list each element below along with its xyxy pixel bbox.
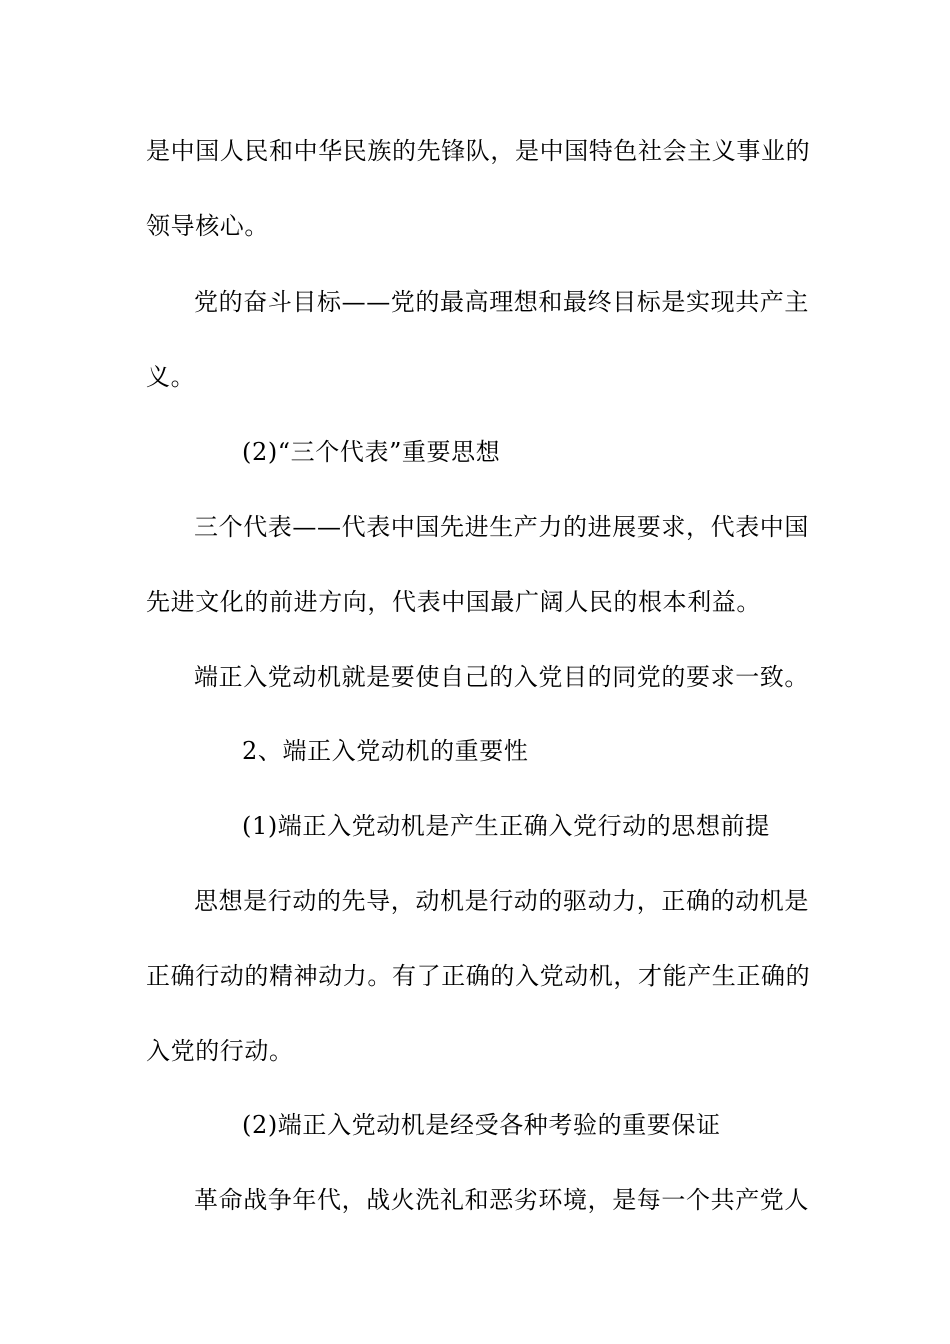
section-heading: (1)端正入党动机是产生正确入党行动的思想前提 xyxy=(242,812,770,840)
paragraph-line: 领导核心。 xyxy=(146,212,269,240)
paragraph-line: 革命战争年代，战火洗礼和恶劣环境，是每一个共产党人 xyxy=(194,1186,809,1214)
section-heading: (2)端正入党动机是经受各种考验的重要保证 xyxy=(242,1111,721,1139)
paragraph-line: 先进文化的前进方向，代表中国最广阔人民的根本利益。 xyxy=(146,588,761,616)
paragraph-line: 正确行动的精神动力。有了正确的入党动机，才能产生正确的 xyxy=(146,962,811,990)
paragraph-line: 思想是行动的先导，动机是行动的驱动力，正确的动机是 xyxy=(194,887,809,915)
paragraph-line: 端正入党动机就是要使自己的入党目的同党的要求一致。 xyxy=(194,663,809,691)
section-heading: 2、端正入党动机的重要性 xyxy=(242,737,529,765)
paragraph-line: 入党的行动。 xyxy=(146,1037,294,1065)
paragraph-line: 是中国人民和中华民族的先锋队，是中国特色社会主义事业的 xyxy=(146,137,811,165)
paragraph-line: 党的奋斗目标——党的最高理想和最终目标是实现共产主 xyxy=(194,288,809,316)
section-heading: (2)“三个代表”重要思想 xyxy=(242,438,501,466)
paragraph-line: 义。 xyxy=(146,363,196,391)
paragraph-line: 三个代表——代表中国先进生产力的进展要求，代表中国 xyxy=(194,513,809,541)
